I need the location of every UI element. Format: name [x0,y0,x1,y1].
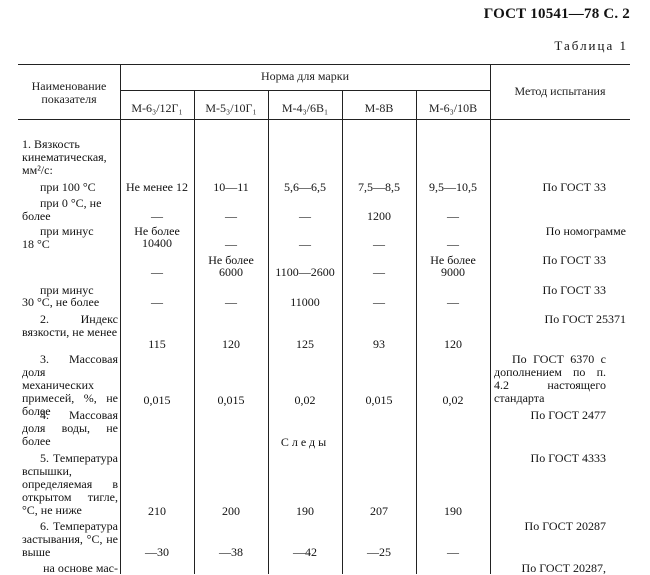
method-vm18b: По ГОСТ 33 [542,253,606,267]
table-top-rule [18,64,630,65]
cell-flash-g3: 190 [296,504,314,518]
col-divider-5 [416,90,417,574]
row-water-title: 4. Массовая доля воды, не более [22,408,118,448]
col-divider-6 [490,64,491,574]
cell-vi-g5: 120 [444,337,462,351]
cell-v0-g5: — [447,209,459,223]
cell-imp-g2: 0,015 [217,393,245,407]
header-grade-3: М-4₃/6В₁ [281,101,329,115]
cell-vi-g1: 115 [148,337,166,351]
doc-code: ГОСТ 10541—78 С. 2 [483,6,630,22]
header-grade-2: М-5₃/10Г₁ [205,101,257,115]
col-divider-3 [268,90,269,574]
row-impurities-title: 3. Массовая доля механических примесей, %, не более [22,352,118,418]
row-viscosity-m18-line2: 18 °С [22,237,50,251]
row-viscosity-m18-line1: при минус [40,224,94,238]
cell-vm18b-g2-l1: Не более [208,253,254,267]
cell-vm18b-g5-l2: 9000 [441,265,465,279]
cell-vm18-g4: — [373,237,385,251]
row-flash-title: 5. Температура вспышки, определяемая в открытом тигле, °С, не ниже [22,451,118,517]
col-divider-1 [120,64,121,574]
row-viscosity-m30-line2: 30 °С, не более [22,295,100,309]
cell-vm30-g3: 11000 [290,295,320,309]
method-flash: По ГОСТ 4333 [530,451,606,465]
cell-vm30-g4: — [373,295,385,309]
cell-flash-g5: 190 [444,504,462,518]
cell-imp-g4: 0,015 [365,393,393,407]
cell-pour-g3: —42 [293,545,317,559]
row-viscosity-0-line1: при 0 °С, не [40,196,102,210]
cell-vi-g2: 120 [222,337,240,351]
cell-v0-g3: — [299,209,311,223]
cell-vm18-g3: — [299,237,311,251]
method-next-partial: По ГОСТ 20287, [521,561,606,575]
cell-vm18b-g1: — [151,265,163,279]
header-grade-4: М-8В [364,101,394,115]
cell-v0-g1: — [151,209,163,223]
cell-v100-g1: Не менее 12 [126,180,188,194]
cell-pour-g1: —30 [145,545,169,559]
method-impurities: По ГОСТ 6370 с дополнением по п. 4.2 настоящего стандарта [494,352,606,405]
header-bottom-rule [18,119,630,120]
row-viscosity-0-line2: более [22,209,51,223]
cell-vm18-g2: — [225,237,237,251]
method-v100: По ГОСТ 33 [542,180,606,194]
cell-vm18-g1-l1: Не более [134,224,180,238]
cell-pour-g5: — [447,545,459,559]
col-divider-4 [342,90,343,574]
row-next-partial: на основе мас- [43,561,118,575]
cell-vm30-g1: — [151,295,163,309]
cell-vm18b-g2-l2: 6000 [219,265,243,279]
cell-v0-g4: 1200 [367,209,391,223]
table-caption: Таблица 1 [554,38,628,53]
cell-vm18b-g4: — [373,265,385,279]
col-divider-2 [194,90,195,574]
cell-v100-g4: 7,5—8,5 [358,180,400,194]
method-vm18: По номограмме [545,224,626,238]
cell-water-all: Следы [280,435,330,449]
header-grade-5: М-6₃/10В [428,101,478,115]
cell-flash-g4: 207 [370,504,388,518]
cell-vm18-g1-l2: 10400 [142,236,172,250]
method-pour: По ГОСТ 20287 [524,519,606,533]
method-vm30: По ГОСТ 33 [542,283,606,297]
row-viscosity-m30-line1: при минус [40,283,94,297]
header-norm-group: Норма для марки [260,69,350,83]
method-water: По ГОСТ 2477 [530,408,606,422]
cell-pour-g2: —38 [219,545,243,559]
row-pour-title: 6. Температура застывания, °С, не выше [22,519,118,559]
cell-v100-g5: 9,5—10,5 [429,180,477,194]
row-viscosity-100: при 100 °С [40,180,96,194]
cell-vi-g4: 93 [373,337,385,351]
cell-vm18-g5: — [447,237,459,251]
cell-v100-g3: 5,6—6,5 [284,180,326,194]
header-method: Метод испытания [514,84,606,98]
header-grade-1: М-6₃/12Г₁ [131,101,183,115]
cell-pour-g4: —25 [367,545,391,559]
cell-vm18b-g3: 1100—2600 [275,265,335,279]
norm-subheader-rule [120,90,490,91]
cell-vm30-g2: — [225,295,237,309]
cell-imp-g1: 0,015 [143,393,171,407]
method-viscosity-index: По ГОСТ 25371 [544,312,626,326]
cell-vm18b-g5-l1: Не более [430,253,476,267]
row-viscosity-index-title: 2. Индекс вязкости, не менее [22,312,118,339]
cell-flash-g1: 210 [148,504,166,518]
cell-imp-g3: 0,02 [294,393,316,407]
cell-flash-g2: 200 [222,504,240,518]
cell-v0-g2: — [225,209,237,223]
row-viscosity-title: 1. Вязкость кинематическая, мм²/с: [22,137,107,177]
cell-imp-g5: 0,02 [442,393,464,407]
cell-v100-g2: 10—11 [213,180,249,194]
header-indicator: Наименование показателя [31,79,107,106]
cell-vm30-g5: — [447,295,459,309]
cell-vi-g3: 125 [296,337,314,351]
